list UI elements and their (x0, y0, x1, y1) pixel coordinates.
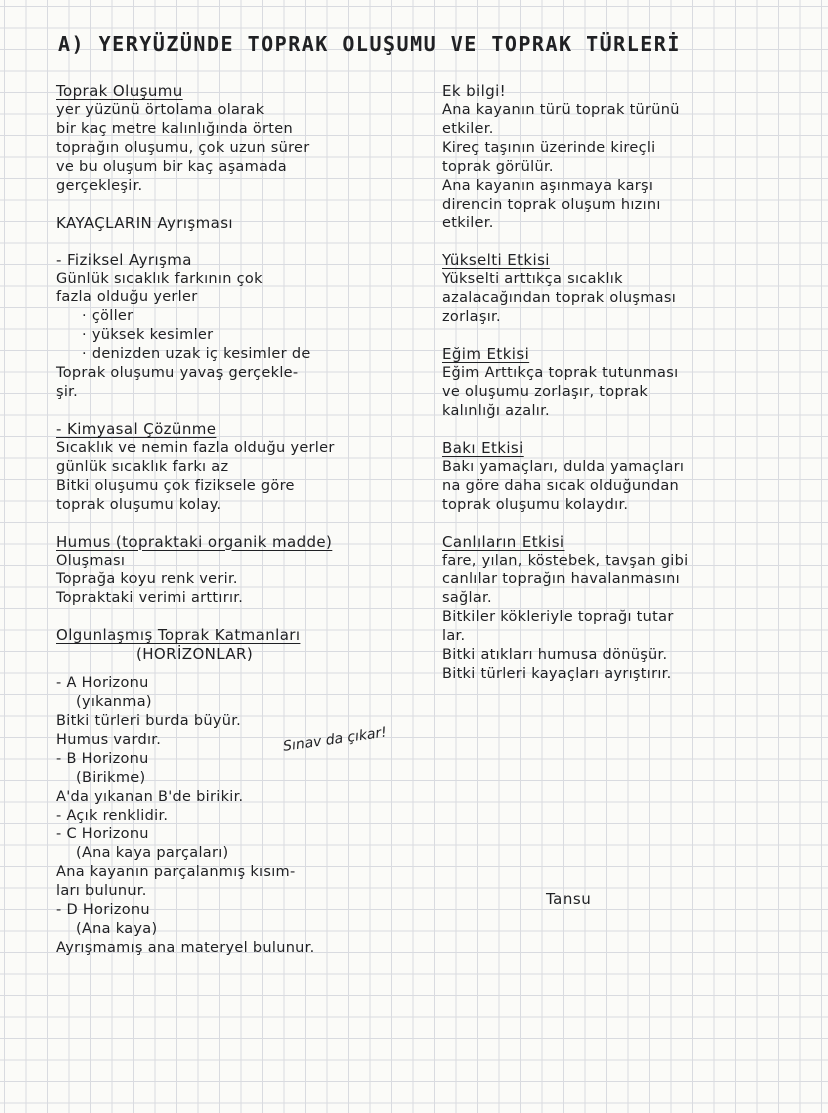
text-line: Bitki atıkları humusa dönüşür. (442, 647, 668, 664)
section-heading: Olgunlaşmış Toprak Katmanları (56, 626, 301, 645)
text-line: Ana kayanın parçalanmış kısım- (56, 864, 296, 881)
text-line: Ayrışmamış ana materyel bulunur. (56, 939, 315, 956)
text-line: Kireç taşının üzerinde kireçli (442, 139, 656, 156)
text-line: azalacağından toprak oluşması (442, 290, 677, 307)
list-item: · denizden uzak iç kesimler de (82, 346, 311, 363)
section-horizonlar (56, 626, 416, 958)
text-line: ve bu oluşum bir kaç aşamada (56, 158, 287, 175)
text-line: canlılar toprağın havalanmasını (442, 571, 680, 588)
text-line: (Ana kaya) (76, 921, 158, 937)
text-line: kalınlığı azalır. (442, 402, 550, 419)
section-subheading: (HORİZONLAR) (136, 645, 254, 664)
section-heading: Humus (topraktaki organik madde) (56, 532, 333, 551)
text-line: Günlük sıcaklık farkının çok (56, 270, 263, 287)
section-heading: Bakı Etkisi (442, 438, 524, 457)
text-line: Topraktaki verimi arttırır. (56, 590, 244, 607)
text-line: - B Horizonu (56, 750, 149, 767)
text-line: lar. (442, 628, 466, 645)
section-kayaclarin (56, 214, 416, 233)
text-line: yer yüzünü örtolama olarak (56, 102, 265, 118)
text-line: bir kaç metre kalınlığında örten (56, 120, 293, 137)
text-line: Ana kayanın aşınmaya karşı (442, 177, 654, 194)
section-baki (442, 439, 818, 515)
section-yukselti (442, 251, 818, 327)
text-line: toprak oluşumu kolaydır. (442, 496, 629, 513)
list-item: · yüksek kesimler (82, 327, 214, 344)
text-line: Ana kayanın türü toprak türünü (442, 102, 680, 118)
section-heading: Yükselti Etkisi (442, 251, 550, 270)
text-line: (Ana kaya parçaları) (76, 845, 229, 862)
text-line: A'da yıkanan B'de birikir. (56, 788, 244, 805)
section-egim (442, 345, 818, 421)
text-line: Oluşması (56, 552, 126, 569)
text-line: sağlar. (442, 590, 492, 607)
section-ek-bilgi (442, 82, 818, 233)
text-line: Toprak oluşumu yavaş gerçekle- (56, 365, 299, 382)
text-line: fare, yılan, köstebek, tavşan gibi (442, 552, 689, 569)
text-line: - Açık renklidir. (56, 807, 169, 824)
text-line: Bitki türleri burda büyür. (56, 713, 242, 730)
text-line: Sıcaklık ve nemin fazla olduğu yerler (56, 439, 335, 456)
text-line: Humus vardır. (56, 731, 162, 748)
section-heading: - Fiziksel Ayrışma (56, 250, 192, 269)
text-line: direncin toprak oluşum hızını (442, 196, 661, 213)
text-line: toprak görülür. (442, 158, 554, 175)
text-line: Bakı yamaçları, dulda yamaçları (442, 458, 685, 475)
text-line: (yıkanma) (76, 694, 152, 711)
text-line: - C Horizonu (56, 826, 149, 843)
section-heading: - Kimyasal Çözünme (56, 419, 217, 438)
section-fiziksel (56, 251, 416, 402)
section-toprak-olusumu (56, 82, 416, 196)
text-line: Yükselti arttıkça sıcaklık (442, 271, 623, 288)
text-line: na göre daha sıcak olduğundan (442, 477, 680, 494)
text-line: günlük sıcaklık farkı az (56, 458, 229, 475)
text-line: (Birikme) (76, 769, 146, 786)
text-line: - D Horizonu (56, 902, 150, 919)
text-line: Bitki türleri kayaçları ayrıştırır. (442, 665, 672, 682)
page-title: A) YERYÜZÜNDE TOPRAK OLUŞUMU VE TOPRAK TÜRLERİ (58, 32, 681, 56)
text-line: gerçekleşir. (56, 177, 143, 194)
text-line: toprağın oluşumu, çok uzun sürer (56, 139, 310, 156)
exam-note: Sınav da çıkar! (282, 724, 388, 755)
text-line: - A Horizonu (56, 675, 149, 692)
list-item: · çöller (82, 308, 134, 325)
section-heading: Eğim Etkisi (442, 345, 530, 364)
text-line: etkiler. (442, 120, 494, 137)
left-column (56, 82, 416, 976)
right-column (442, 82, 818, 702)
section-heading: Ek bilgi! (442, 82, 507, 100)
section-heading: Canlıların Etkisi (442, 532, 565, 551)
text-line: toprak oluşumu kolay. (56, 496, 222, 513)
text-line: ve oluşumu zorlaşır, toprak (442, 383, 649, 400)
section-heading: KAYAÇLARIN Ayrışması (56, 213, 233, 232)
text-line: fazla olduğu yerler (56, 289, 198, 306)
text-line: Eğim Arttıkça toprak tutunması (442, 365, 679, 382)
author-signature: Tansu (546, 890, 592, 908)
section-kimyasal (56, 420, 416, 515)
text-line: Toprağa koyu renk verir. (56, 571, 238, 588)
text-line: Bitki oluşumu çok fiziksele göre (56, 477, 295, 494)
section-canlilar (442, 533, 818, 684)
section-heading: Toprak Oluşumu (56, 82, 183, 100)
text-line: şir. (56, 383, 79, 400)
text-line: Bitkiler kökleriyle toprağı tutar (442, 609, 674, 626)
section-humus (56, 533, 416, 609)
text-line: zorlaşır. (442, 309, 501, 326)
text-line: etkiler. (442, 215, 494, 232)
text-line: ları bulunur. (56, 883, 147, 900)
